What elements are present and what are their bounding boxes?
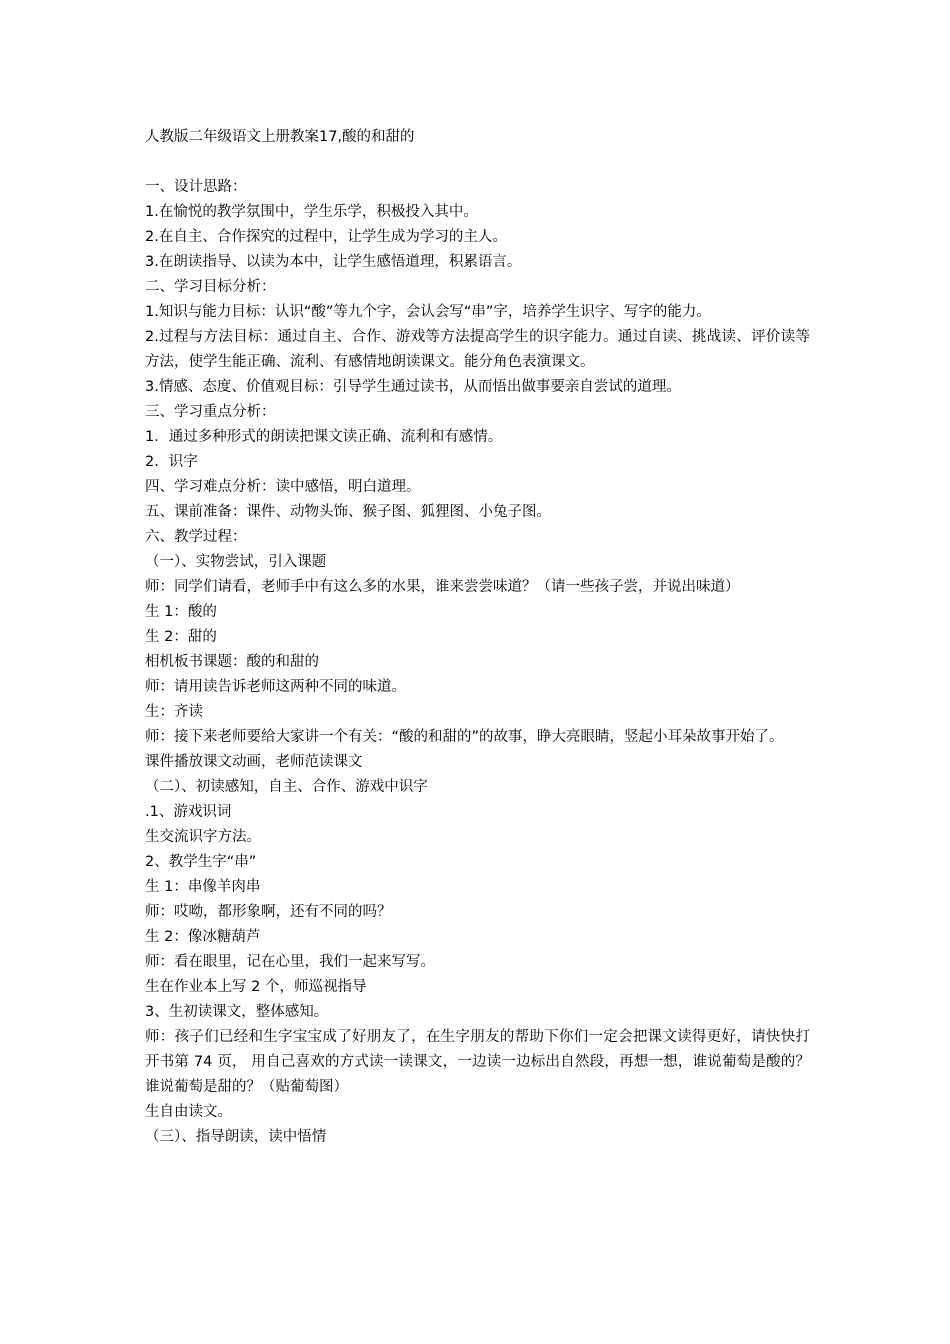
paragraph-line: 生在作业本上写 2 个，师巡视指导 — [145, 979, 367, 995]
paragraph-line: 二、学习目标分析： — [145, 279, 276, 295]
paragraph-line: 师：请用读告诉老师这两种不同的味道。 — [145, 679, 406, 695]
paragraph-line: 师：看在眼里，记在心里，我们一起来写写。 — [145, 954, 435, 970]
paragraph-line: 四、学习难点分析：读中感悟，明白道理。 — [145, 479, 421, 495]
paragraph-line: 2、教学生字“串” — [145, 854, 257, 870]
paragraph-line: 1.在愉悦的教学氛围中，学生乐学，积极投入其中。 — [145, 204, 478, 220]
paragraph-line: .1、游戏识词 — [145, 804, 232, 820]
paragraph-line: 三、学习重点分析： — [145, 404, 276, 420]
blank-line — [145, 150, 810, 175]
paragraph-line: 六、教学过程： — [145, 529, 247, 545]
paragraph-line: 师：同学们请看，老师手中有这么多的水果，谁来尝尝味道？（请一些孩子尝，并说出味道） — [145, 579, 740, 595]
document-body — [145, 175, 810, 1150]
paragraph-line: （一）、实物尝试，引入课题 — [145, 554, 327, 570]
paragraph-line: 生自由读文。 — [145, 1104, 232, 1120]
paragraph-line: 五、课前准备：课件、动物头饰、猴子图、狐狸图、小兔子图。 — [145, 504, 551, 520]
paragraph-line: 相机板书课题：酸的和甜的 — [145, 654, 319, 670]
paragraph-line: 2.过程与方法目标：通过自主、合作、游戏等方法提高学生的识字能力。通过自读、挑战读、评价读等方法，使学生能正确、流利、有感情地朗读课文。能分角色表演课文。 — [145, 329, 810, 370]
paragraph-line: （三）、指导朗读，读中悟情 — [145, 1129, 327, 1145]
paragraph-line: 2．识字 — [145, 454, 198, 470]
paragraph-line: 3.在朗读指导、以读为本中，让学生感悟道理，积累语言。 — [145, 254, 522, 270]
paragraph-line: 3、生初读课文，整体感知。 — [145, 1004, 329, 1020]
paragraph-line: 师：哎呦，都形象啊，还有不同的吗？ — [145, 904, 392, 920]
paragraph-line: 生：齐读 — [145, 704, 203, 720]
paragraph-line: 3.情感、态度、价值观目标：引导学生通过读书，从而悟出做事要亲自尝试的道理。 — [145, 379, 681, 395]
document-title: 人教版二年级语文上册教案17,酸的和甜的 — [145, 129, 415, 145]
paragraph-line: 生 2：像冰糖葫芦 — [145, 929, 261, 945]
paragraph-line: 1．通过多种形式的朗读把课文读正确、流利和有感情。 — [145, 429, 503, 445]
paragraph-line: 生交流识字方法。 — [145, 829, 261, 845]
paragraph-line: 课件播放课文动画，老师范读课文 — [145, 754, 363, 770]
paragraph-line: 生 1：酸的 — [145, 604, 217, 620]
paragraph-line: 2.在自主、合作探究的过程中，让学生成为学习的主人。 — [145, 229, 507, 245]
paragraph-line: 生 2：甜的 — [145, 629, 217, 645]
document-page — [145, 125, 810, 1150]
paragraph-line: （二）、初读感知，自主、合作、游戏中识字 — [145, 779, 428, 795]
paragraph-line: 师：孩子们已经和生字宝宝成了好朋友了，在生字朋友的帮助下你们一定会把课文读得更好，请快快打开书第 74 页， 用自己喜欢的方式读一读课文，一边读一边标出自然段，再想一想，谁说葡萄是酸的？谁说葡萄是甜的？（贴葡萄图） — [145, 1029, 810, 1095]
paragraph-line: 师：接下来老师要给大家讲一个有关：“酸的和甜的”的故事，睁大亮眼睛，竖起小耳朵故事开始了。 — [145, 729, 784, 745]
paragraph-line: 一、设计思路： — [145, 179, 247, 195]
paragraph-line: 生 1：串像羊肉串 — [145, 879, 261, 895]
paragraph-line: 1.知识与能力目标：认识“酸”等九个字，会认会写“串”字，培养学生识字、写字的能力。 — [145, 304, 711, 320]
